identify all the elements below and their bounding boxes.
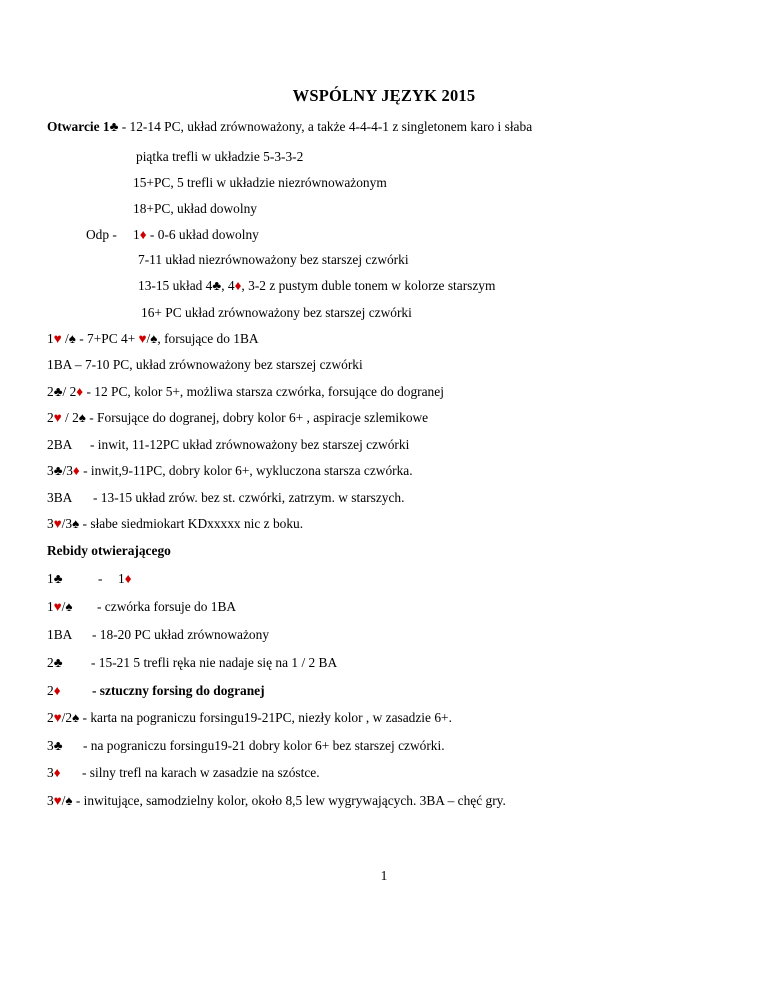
response-line-3: 13-15 układ 4♣, 4♦, 3-2 z pustym duble tonem w kolorze starszym bbox=[138, 278, 496, 293]
club-icon: ♣ bbox=[53, 571, 63, 586]
heart-icon: ♥ bbox=[138, 331, 147, 346]
spade-icon: ♠ bbox=[65, 599, 73, 614]
rebid-2d-text: - sztuczny forsing do dogranej bbox=[92, 683, 265, 698]
bid-2nt-text: - inwit, 11-12PC układ zrównoważony bez starszej czwórki bbox=[90, 437, 410, 452]
rebid-3c-text: - na pograniczu forsingu19-21 dobry kolor 6+ bez starszej czwórki. bbox=[83, 738, 445, 753]
bid-line-2h2s: 2♥ / 2♠ - Forsujące do dogranej, dobry kolor 6+ , aspiracje szlemikowe bbox=[47, 410, 429, 425]
diamond-icon: ♦ bbox=[53, 683, 61, 698]
spade-icon: ♠ bbox=[68, 331, 76, 346]
rebid-2h2s-line: 2♥/2♠ - karta na pograniczu forsingu19-21PC, niezły kolor , w zasadzie 6+. bbox=[47, 710, 452, 725]
opening-line-4: 18+PC, układ dowolny bbox=[133, 201, 257, 216]
spade-icon: ♠ bbox=[72, 516, 80, 531]
bid-line-1h1s: 1♥ /♠ - 7+PC 4+ ♥/♠, forsujące do 1BA bbox=[47, 331, 259, 346]
response-line-4: 16+ PC układ zrównoważony bez starszej czwórki bbox=[141, 305, 412, 320]
bid-2nt-label: 2BA bbox=[47, 437, 73, 452]
diamond-icon: ♦ bbox=[76, 384, 84, 399]
bid-line-3c3d: 3♣/3♦ - inwit,9-11PC, dobry kolor 6+, wykluczona starsza czwórka. bbox=[47, 463, 413, 478]
opening-line-2: piątka trefli w układzie 5-3-3-2 bbox=[136, 149, 304, 164]
rebid-2c-label: 2♣ bbox=[47, 655, 63, 670]
section-heading-rebids: Rebidy otwierającego bbox=[47, 543, 171, 558]
rebid-1nt-label: 1BA bbox=[47, 627, 73, 642]
bid-3nt-text: - 13-15 układ zrów. bez st. czwórki, zatrzym. w starszych. bbox=[93, 490, 405, 505]
rebid-2d-label: 2♦ bbox=[47, 683, 61, 698]
club-icon: ♣ bbox=[212, 278, 222, 293]
heart-icon: ♥ bbox=[53, 599, 62, 614]
rebid-3d-text: - silny trefl na karach w zasadzie na szóstce. bbox=[82, 765, 320, 780]
response-label: Odp - bbox=[86, 227, 117, 242]
heart-icon: ♥ bbox=[53, 331, 62, 346]
club-icon: ♣ bbox=[53, 463, 63, 478]
spade-icon: ♠ bbox=[78, 410, 86, 425]
response-line-1: 1♦ - 0-6 układ dowolny bbox=[133, 227, 259, 242]
heart-icon: ♥ bbox=[53, 710, 62, 725]
heart-icon: ♥ bbox=[53, 410, 62, 425]
club-icon: ♣ bbox=[53, 738, 63, 753]
page-number: 1 bbox=[380, 868, 388, 883]
diamond-icon: ♦ bbox=[53, 765, 61, 780]
diamond-icon: ♦ bbox=[72, 463, 80, 478]
rebid-3h3s-line: 3♥/♠ - inwitujące, samodzielny kolor, około 8,5 lew wygrywających. 3BA – chęć gry. bbox=[47, 793, 506, 808]
response-line-2: 7-11 układ niezrównoważony bez starszej czwórki bbox=[138, 252, 409, 267]
rebid-1c-text: 1♦ bbox=[118, 571, 132, 586]
opening-line-3: 15+PC, 5 trefli w układzie niezrównoważonym bbox=[133, 175, 387, 190]
diamond-icon: ♦ bbox=[234, 278, 242, 293]
club-icon: ♣ bbox=[53, 384, 63, 399]
rebid-1nt-text: - 18-20 PC układ zrównoważony bbox=[92, 627, 270, 642]
spade-icon: ♠ bbox=[150, 331, 158, 346]
spade-icon: ♠ bbox=[65, 793, 73, 808]
rebid-3d-label: 3♦ bbox=[47, 765, 61, 780]
club-icon: ♣ bbox=[109, 119, 119, 134]
diamond-icon: ♦ bbox=[124, 571, 132, 586]
rebid-1h1s-label: 1♥/♠ bbox=[47, 599, 73, 614]
rebid-3c-label: 3♣ bbox=[47, 738, 63, 753]
club-icon: ♣ bbox=[53, 655, 63, 670]
bid-line-2c2d: 2♣/ 2♦ - 12 PC, kolor 5+, możliwa starsza czwórka, forsujące do dogranej bbox=[47, 384, 444, 399]
bid-3nt-label: 3BA bbox=[47, 490, 73, 505]
rebid-2c-text: - 15-21 5 trefli ręka nie nadaje się na 1 / 2 BA bbox=[91, 655, 338, 670]
rebid-1c-dash: - bbox=[98, 571, 103, 586]
heart-icon: ♥ bbox=[53, 793, 62, 808]
rebid-1h1s-text: - czwórka forsuje do 1BA bbox=[97, 599, 237, 614]
document-title: WSPÓLNY JĘZYK 2015 bbox=[292, 86, 476, 105]
heart-icon: ♥ bbox=[53, 516, 62, 531]
spade-icon: ♠ bbox=[72, 710, 80, 725]
diamond-icon: ♦ bbox=[139, 227, 147, 242]
bid-line-1nt: 1BA – 7-10 PC, układ zrównoważony bez starszej czwórki bbox=[47, 357, 363, 372]
bid-line-3h3s: 3♥/3♠ - słabe siedmiokart KDxxxxx nic z boku. bbox=[47, 516, 304, 531]
rebid-1c-label: 1♣ bbox=[47, 571, 63, 586]
opening-line: Otwarcie 1♣ - 12-14 PC, układ zrównoważony, a także 4-4-4-1 z singletonem karo i słaba bbox=[47, 119, 533, 134]
